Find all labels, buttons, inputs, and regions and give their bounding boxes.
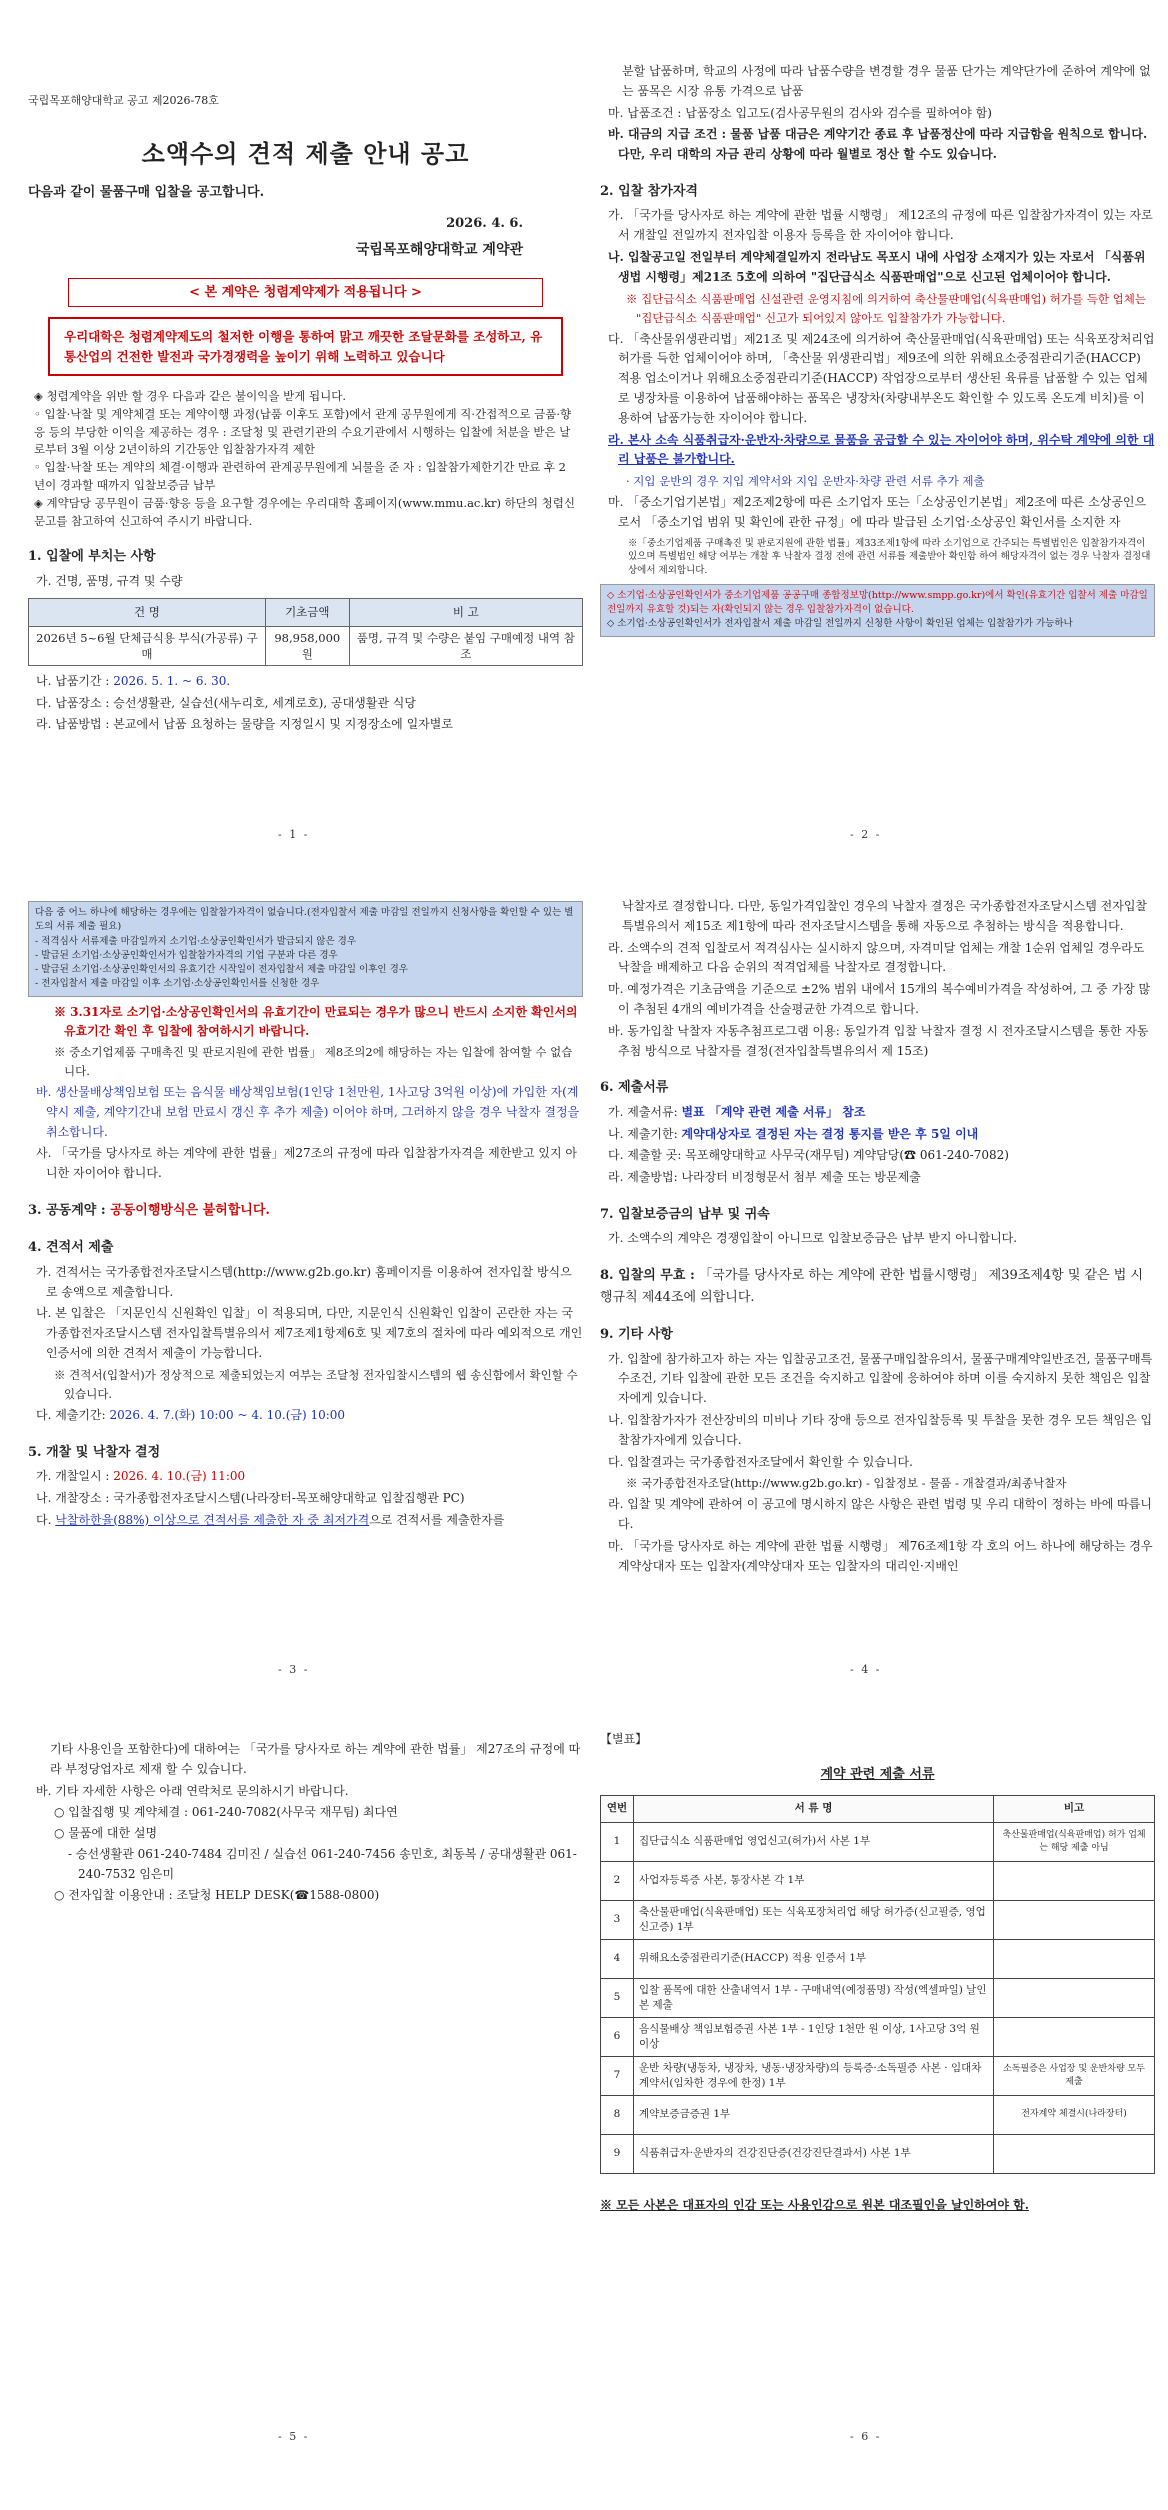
section-item: [28, 1467, 583, 1487]
section-item: 나. 개찰장소 : 국가종합전자조달시스템(나라장터-목포해양대학교 입찰집행관 PC): [36, 1490, 465, 1505]
delivery-period: 2026. 5. 1. ~ 6. 30.: [113, 673, 231, 688]
box-line: 다음 중 어느 하나에 해당하는 경우에는 입찰참가자격이 없습니다.(전자입찰서 제출 마감일 전일까지 신청사항을 확인할 수 있는 별도의 서류 제출 필요): [35, 907, 574, 933]
row-doc: 입찰 품목에 대한 산출내역서 1부 - 구매내역(예정품명) 작성(엑셀파일) 날인본 제출: [634, 1978, 994, 2017]
submission-deadline: 계약대상자로 결정된 자는 결정 통지를 받은 후 5일 이내: [681, 1126, 979, 1141]
row-no: 6: [601, 2017, 634, 2056]
table-header: 건 명: [29, 598, 266, 626]
submission-docs: 별표 「계약 관련 제출 서류」 참조: [681, 1104, 866, 1119]
row-no: 8: [601, 2095, 634, 2134]
section-item: 가. 「국가를 당사자로 하는 계약에 관한 법률 시행령」 제12조의 규정에 따른 입찰참가자격이 있는 자로서 개찰일 전일까지 전자입찰 이용자 등록을 한 자이어야 합니다.: [608, 208, 1153, 243]
warning-line: ※ 3.31자로 소기업·소상공인확인서의 유효기간이 만료되는 경우가 많으니 반드시 소지한 확인서의 유효기간 확인 후 입찰에 참여하시기 바랍니다.: [54, 1004, 578, 1039]
row-no: 7: [601, 2056, 634, 2095]
row-no: 5: [601, 1978, 634, 2017]
row-remark: [994, 1900, 1155, 1939]
table-row: [601, 1978, 1155, 2017]
notice-box: [28, 901, 583, 997]
section-item: [28, 1511, 583, 1531]
section-item: 마. 「중소기업기본법」제2조제2항에 따른 소기업자 또는「소상공인기본법」제2조에 따른 소상공인으로서 「중소기업 범위 및 확인에 관한 규정」에 따라 발급된 소기업·소상공인 확인서를 소지한 자: [608, 495, 1147, 529]
row-no: 2: [601, 1861, 634, 1900]
row-remark: [994, 1978, 1155, 2017]
notice-box: [600, 584, 1155, 637]
section-item: 다. 「축산물위생관리법」제21조 및 제24조에 의거하여 축산물판매업(식육판매업) 또는 식육포장처리업 허가를 득한 업체이어야 하며, 「축산물 위생관리법」제9조에 의한 위해요소중점관리기준(HACCP) 적용 업소이거나 위해요소중점관리기준(HACCP) 작업장으로부터 생산된 육류를 납품할 수 있는 업체로 냉장차를 이용하여 납품해야하는 품목은 냉장차(차량내부온도 확인할 수 있도록 온도계 비치)를 이용하여 납품가능한 자이어야 합니다.: [608, 331, 1155, 425]
note-line: ◦ 입찰·낙찰 또는 계약의 체결·이행과 관련하여 관계공무원에게 뇌물을 준 자 : 입찰참가제한기간 만료 후 2년이 경과할 때까지 입찰보증금 납부: [34, 460, 566, 492]
section-title: 5. 개찰 및 낙찰자 결정: [28, 1444, 161, 1460]
section-item: 가. 입찰에 참가하고자 하는 자는 입찰공고조건, 물품구매입찰유의서, 물품구매계약일반조건, 물품구매특수조건, 기타 입찰에 관한 모든 조건을 숙지하고 입찰에 응하여야 하며 이를 숙지하지 못한 책임은 입찰자에게 있습니다.: [608, 1351, 1153, 1406]
section-item: 마. 납품조건 : 납품장소 입고도(검사공무원의 검사와 검수를 필하여야 함): [608, 105, 992, 120]
table-row: [601, 2017, 1155, 2056]
section-item: 나. 본 입찰은 「지문인식 신원확인 입찰」이 적용되며, 다만, 지문인식 신원확인 입찰이 곤란한 자는 국가종합전자조달시스템 전자입찰특별유의서 제7조제1항제6호 및 제7호의 절차에 따라 예외적으로 개인인증서에 의한 견적서 제출이 가능합니다.: [36, 1306, 583, 1361]
box-line: ◇ 소기업·소상공인확인서가 전자입찰서 제출 마감일 전일까지 신청한 사항이 확인된 업체는 입찰참가가 가능하나: [607, 618, 1073, 630]
label: 8. 입찰의 무효 :: [600, 1268, 700, 1284]
page-4: [600, 895, 1155, 1695]
page-number: - 1 -: [278, 828, 310, 841]
document-title: 소액수의 견적 제출 안내 공고: [141, 139, 470, 169]
table-row: [601, 2095, 1155, 2134]
contact-line: - 승선생활관 061-240-7484 김미진 / 실습선 061-240-7456 송민호, 최동복 / 공대생활관 061-240-7532 임은미: [68, 1846, 577, 1881]
integrity-banner: < 본 계약은 청렴계약제가 적용됩니다 >: [68, 278, 543, 307]
section-item: 다. 납품장소 : 승선생활관, 실습선(새누리호, 세계로호), 공대생활관 식당: [36, 695, 416, 710]
submission-period: 2026. 4. 7.(화) 10:00 ~ 4. 10.(금) 10:00: [109, 1407, 346, 1422]
row-remark: [994, 2017, 1155, 2056]
label: 다.: [36, 1512, 56, 1527]
section-item: 바. 기타 자세한 사항은 아래 연락처로 문의하시기 바랍니다.: [36, 1783, 349, 1798]
table-header: 비 고: [349, 598, 582, 626]
table-row: [601, 1900, 1155, 1939]
table-header: 연번: [601, 1796, 634, 1822]
row-doc: 식품취급자·운반자의 건강진단증(건강진단결과서) 사본 1부: [634, 2134, 994, 2173]
table-header: 비고: [994, 1796, 1155, 1822]
row-no: 9: [601, 2134, 634, 2173]
section-item: 낙찰자로 결정합니다. 다만, 동일가격입찰인 경우의 낙찰자 결정은 국가종합전자조달시스템 전자입찰특별유의서 제15조 제1항에 따라 전자조달시스템을 통해 자동으로 추첨하는 방식을 적용합니다.: [622, 899, 1148, 933]
page-3: [28, 895, 583, 1695]
note-line: ◦ 입찰·낙찰 및 계약체결 또는 계약이행 과정(납품 이후도 포함)에서 관계 공무원에게 직·간접적으로 금품·향응 등의 부당한 이익을 제공하는 경우 : 조달청 및 관련기관의 수요기관에서 시행하는 입찰에 처분을 받은 날로부터 3월 이상 2년이하의 기간동안 입찰참가자격 제한: [34, 406, 572, 457]
section-item: 라. 소액수의 견적 입찰로서 적격심사는 실시하지 않으며, 자격미달 업체는 개찰 1순위 업체일 경우라도 낙찰을 배제하고 다음 순위의 적격업체를 낙찰자로 결정합니다.: [608, 940, 1145, 975]
section-item: 나. 입찰공고일 전일부터 계약체결일까지 전라남도 목포시 내에 사업장 소재지가 있는 자로서 「식품위생법 시행령」제21조 5호에 의하여 "집단급식소 식품판매업"으로 신고된 업체이어야 합니다.: [608, 250, 1146, 284]
row-doc: 사업자등록증 사본, 통장사본 각 1부: [634, 1861, 994, 1900]
row-no: 3: [601, 1900, 634, 1939]
intro-text: 다음과 같이 물품구매 입찰을 공고합니다.: [28, 184, 265, 200]
page-number: - 5 -: [278, 2430, 310, 2443]
item-name: 2026년 5~6월 단체급식용 부식(가공류) 구매: [29, 626, 266, 665]
row-remark: [994, 2134, 1155, 2173]
invalid-bid-text: 「국가를 당사자로 하는 계약에 관한 법률시행령」 제39조제4항 및 같은 법 시행규칙 제44조에 의합니다.: [600, 1268, 1144, 1305]
table-row: [601, 1939, 1155, 1978]
section-title: [600, 1265, 1155, 1308]
label: 가. 제출서류:: [608, 1104, 682, 1119]
row-doc: 계약보증금증권 1부: [634, 2095, 994, 2134]
note-line: ◈ 계약담당 공무원이 금품·향응 등을 요구할 경우에는 우리대학 홈페이지(www.mmu.ac.kr) 하단의 청렴신문고를 참고하여 신고하여 주시기 바랍니다.: [34, 495, 575, 528]
annex-footer: ※ 모든 사본은 대표자의 인감 또는 사용인감으로 원본 대조필인을 날인하여야 함.: [600, 2197, 1029, 2212]
row-remark: 축산물판매업(식육판매업) 허가 업체는 해당 제출 아님: [994, 1822, 1155, 1861]
row-doc: 위해요소중점관리기준(HACCP) 적용 인증서 1부: [634, 1939, 994, 1978]
section-item: 기타 사용인을 포함한다)에 대하여는 「국가를 당사자로 하는 계약에 관한 법률」 제27조의 규정에 따라 부정당업자로 제재 할 수 있습니다.: [50, 1742, 581, 1776]
section-item: 분할 납품하며, 학교의 사정에 따라 납품수량을 변경할 경우 물품 단가는 계약단가에 준하여 계약에 없는 품목은 시장 유통 가격으로 납품: [622, 64, 1151, 98]
table-row: [601, 2134, 1155, 2173]
section-item: 라. 납품방법 : 본교에서 납품 요청하는 물량을 지정일시 및 지정장소에 일자별로: [36, 717, 453, 732]
integrity-notes: [34, 388, 577, 531]
row-remark: [994, 1861, 1155, 1900]
section-title: 9. 기타 사항: [600, 1327, 673, 1343]
note-line: ◈ 청렴계약을 위반 할 경우 다음과 같은 불이익을 받게 됩니다.: [34, 388, 347, 403]
label: 다. 제출기간:: [36, 1407, 110, 1422]
joint-contract-value: 공동이행방식은 불허합니다.: [110, 1203, 270, 1219]
required-docs-table: [600, 1795, 1155, 2173]
section-title: [28, 1200, 583, 1221]
contact-line: ○ 물품에 대한 설명: [54, 1826, 158, 1841]
table-row: [601, 1822, 1155, 1861]
page-number: - 6 -: [850, 2430, 882, 2443]
page-number: - 3 -: [278, 1663, 310, 1676]
section-item: 다. 제출할 곳: 목포해양대학교 사무국(재무팀) 계약담당(☎ 061-240-7082): [608, 1148, 1009, 1163]
row-no: 1: [601, 1822, 634, 1861]
label: 으로 견적서를 제출한자를: [369, 1512, 505, 1527]
label: 가. 개찰일시 :: [36, 1469, 114, 1484]
section-item: 사. 「국가를 당사자로 하는 계약에 관한 법률」제27조의 규정에 따라 입찰참가자격을 제한받고 있지 아니한 자이어야 합니다.: [36, 1146, 577, 1181]
page-number: - 4 -: [850, 1663, 882, 1676]
note-line: ※ 견적서(입찰서)가 정상적으로 제출되었는지 여부는 조달청 전자입찰시스템의 웹 송신함에서 확인할 수 있습니다.: [54, 1367, 578, 1401]
row-doc: 축산물판매업(식육판매업) 또는 식육포장처리업 해당 허가증(신고필증, 영업신고증) 1부: [634, 1900, 994, 1939]
section-item: 마. 「국가를 당사자로 하는 계약에 관한 법률 시행령」 제76조제1항 각 호의 어느 하나에 해당하는 경우 계약상대자 또는 입찰자(계약상대자 또는 입찰자의 대리인·지배인: [608, 1538, 1153, 1573]
label: 3. 공동계약 :: [28, 1203, 111, 1219]
section-item: [600, 1125, 1155, 1145]
annex-tag: 【별표】: [600, 1732, 648, 1746]
contact-line: ○ 입찰집행 및 계약체결 : 061-240-7082(사무국 재무팀) 최다연: [54, 1805, 398, 1820]
label: 나. 납품기간 :: [36, 673, 114, 688]
section-item: 바. 생산물배상책임보험 또는 음식물 배상책임보험(1인당 1천만원, 1사고당 3억원 이상)에 가입한 자(계약시 제출, 계약기간내 보험 만료시 갱신 후 추가 제출) 이어야 하며, 그러하지 않을 경우 낙찰자 결정을 취소합니다.: [36, 1085, 580, 1139]
section-item: 바. 대금의 지급 조건 : 물품 납품 대금은 계약기간 종료 후 납품정산에 따라 지급함을 원칙으로 합니다. 다만, 우리 대학의 자금 관리 상황에 따라 월별로 정산 할 수도 있습니다.: [608, 127, 1148, 162]
section-item: 라. 입찰 및 계약에 관하여 이 공고에 명시하지 않은 사항은 관련 법령 및 우리 대학이 정하는 바에 따릅니다.: [608, 1497, 1152, 1532]
note-line: ※ 국가종합전자조달(http://www.g2b.go.kr) - 입찰정보 - 물품 - 개찰결과/최종낙찰자: [626, 1476, 1067, 1491]
institution-name: 국립목포해양대학교 계약관: [355, 241, 523, 258]
page-5: [28, 1710, 583, 2510]
section-item: 다. 입찰결과는 국가종합전자조달에서 확인할 수 있습니다.: [608, 1454, 913, 1469]
section-title: 7. 입찰보증금의 납부 및 귀속: [600, 1207, 770, 1222]
row-remark: 소독필증은 사업장 및 운반차량 모두 제출: [994, 2056, 1155, 2095]
notice-date: 2026. 4. 6.: [446, 216, 523, 232]
section-item: 가. 견적서는 국가종합전자조달시스템(http://www.g2b.go.kr) 홈페이지를 이용하여 전자입찰 방식으로 송액으로 제출합니다.: [36, 1264, 572, 1299]
table-row: [29, 626, 583, 665]
section-item: [600, 1103, 1155, 1123]
opening-datetime: 2026. 4. 10.(금) 11:00: [113, 1469, 246, 1484]
annex-title: 계약 관련 제출 서류: [820, 1766, 935, 1782]
box-line: - 적격심사 서류제출 마감일까지 소기업·소상공인확인서가 발급되지 않은 경우: [35, 935, 357, 947]
section-item: 라. 본사 소속 식품취급자·운반자·차량으로 물품을 공급할 수 있는 자이어야 하며, 위수탁 계약에 의한 대리 납품은 불가합니다.: [608, 432, 1155, 467]
table-row: [601, 1861, 1155, 1900]
section-title: 4. 견적서 제출: [28, 1240, 114, 1256]
table-row: [601, 2056, 1155, 2095]
table-header: 기초금액: [265, 598, 349, 626]
page-number: - 2 -: [850, 828, 882, 841]
note-line: · 지입 운반의 경우 지입 계약서와 지입 운반자·차량 관련 서류 추가 제출: [626, 474, 985, 489]
section-item: 마. 예정가격은 기초금액을 기준으로 ±2% 범위 내에서 15개의 복수예비가격을 작성하여, 그 중 가장 많이 추첨된 4개의 예비가격을 산술평균한 가격으로 합니다.: [608, 982, 1151, 1016]
row-doc: 운반 차량(냉동차, 냉장차, 냉동·냉장차량)의 등록증·소독필증 사본 · 임대차계약서(임차한 경우에 한정) 1부: [634, 2056, 994, 2095]
note-line: ※ 중소기업제품 구매촉진 및 판로지원에 관한 법률」 제8조의2에 해당하는 자는 입찰에 참여할 수 없습니다.: [54, 1045, 573, 1079]
document-number: 국립목포해양대학교 공고 제2026-78호: [28, 94, 219, 107]
page-1: [28, 60, 583, 860]
section-title: 6. 제출서류: [600, 1080, 669, 1096]
box-line: ◇ 소기업·소상공인확인서가 중소기업제품 공공구매 종합정보망(http://www.smpp.go.kr)에서 확인(유효기간 입찰서 제출 마감일 전일까지 유효할 것)되는 자(확인되지 않는 경우 입찰참가자격이 없습니다.: [607, 589, 1148, 616]
box-line: - 전자입찰서 제출 마감일 이후 소기업·소상공인확인서를 신청한 경우: [35, 978, 320, 990]
box-line: - 발급된 소기업·소상공인확인서가 입찰참가자격의 기업 구분과 다른 경우: [35, 949, 338, 961]
award-criteria: 낙찰하한율(88%) 이상으로 견적서를 제출한 자 중 최저가격: [55, 1512, 370, 1527]
item-remark: 품명, 규격 및 수량은 붙임 구매예정 내역 참조: [349, 626, 582, 665]
row-doc: 집단급식소 식품판매업 영업신고(허가)서 사본 1부: [634, 1822, 994, 1861]
section-item: [28, 672, 583, 692]
goods-table: [28, 598, 583, 666]
note-line: ※ 집단급식소 식품판매업 신설관련 운영지침에 의거하여 축산물판매업(식육판매업) 허가를 득한 업체는 "집단급식소 식품판매업" 신고가 되어있지 않아도 입찰참가가 가능합니다.: [626, 291, 1146, 325]
section-item: [28, 1406, 583, 1426]
page-6: [600, 1710, 1155, 2510]
section-item: 라. 제출방법: 나라장터 비정형문서 첨부 제출 또는 방문제출: [608, 1170, 921, 1185]
label: 나. 제출기한:: [608, 1126, 682, 1141]
table-header: 서 류 명: [634, 1796, 994, 1822]
box-line: - 발급된 소기업·소상공인확인서의 유효기간 시작일이 전자입찰서 제출 마감일 이후인 경우: [35, 964, 408, 975]
base-amount: 98,958,000원: [265, 626, 349, 665]
row-doc: 음식물배상 책임보험증권 사본 1부 - 1인당 1천만 원 이상, 1사고당 3억 원 이상: [634, 2017, 994, 2056]
row-remark: 전자계약 체결시(나라장터): [994, 2095, 1155, 2134]
note-line: ※「중소기업제품 구매촉진 및 판로지원에 관한 법률」제33조제1항에 따라 소기업으로 간주되는 특별법인은 입찰참가자격이 있으며 특별법인 해당 여부는 개찰 후 낙찰자 결정 전에 관련 서류를 제출받아 확인함 하여 해당자격이 없는 경우 낙찰자 결정대상에서 제외합니다.: [628, 537, 1151, 577]
section-item: 바. 동가입찰 낙찰자 자동추첨프로그램 이용: 동일가격 입찰 낙찰자 결정 시 전자조달시스템을 통한 자동 추첨 방식으로 낙찰자를 결정(전자입찰특별유의서 제 15조): [608, 1023, 1149, 1058]
section-item: 가. 건명, 품명, 규격 및 수량: [36, 573, 183, 588]
section-title: 1. 입찰에 부치는 사항: [28, 549, 156, 565]
section-item: 나. 입찰참가자가 전산장비의 미비나 기타 장애 등으로 전자입찰등록 및 투찰을 못한 경우 모든 책임은 입찰참가자에게 있습니다.: [608, 1412, 1153, 1447]
section-title: 2. 입찰 참가자격: [600, 183, 698, 199]
row-no: 4: [601, 1939, 634, 1978]
row-remark: [994, 1939, 1155, 1978]
page-2: [600, 60, 1155, 860]
section-item: 가. 소액수의 계약은 경쟁입찰이 아니므로 입찰보증금은 납부 받지 아니합니다.: [608, 1231, 1018, 1246]
contact-line: ○ 전자입찰 이용안내 : 조달청 HELP DESK(☎1588-0800): [54, 1887, 380, 1902]
integrity-box: 우리대학은 청렴계약제도의 철저한 이행을 통하여 맑고 깨끗한 조달문화를 조성하고, 유통산업의 건전한 발전과 국가경쟁력을 높이기 위해 노력하고 있습니다: [48, 317, 563, 376]
